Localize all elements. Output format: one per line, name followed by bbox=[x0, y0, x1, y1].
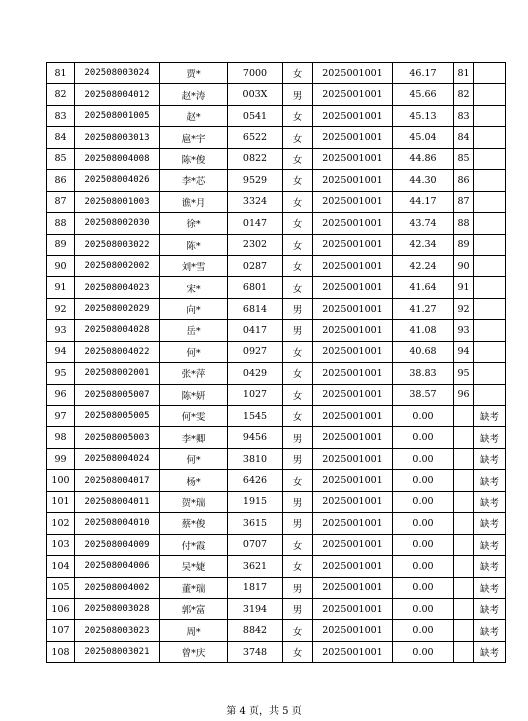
cell-post-code: 2025001001 bbox=[313, 513, 393, 534]
cell-gender: 女 bbox=[283, 363, 313, 384]
table-row bbox=[47, 556, 506, 577]
cell-score: 0.00 bbox=[393, 556, 454, 577]
cell-remark: 缺考 bbox=[474, 427, 506, 448]
cell-order: 92 bbox=[454, 298, 474, 319]
cell-order: 85 bbox=[454, 148, 474, 169]
cell-remark bbox=[474, 213, 506, 234]
table-row bbox=[47, 84, 506, 105]
cell-rank: 99 bbox=[47, 448, 75, 469]
cell-gender: 男 bbox=[283, 577, 313, 598]
cell-post-code: 2025001001 bbox=[313, 620, 393, 641]
cell-order: 82 bbox=[454, 84, 474, 105]
cell-gender: 男 bbox=[283, 448, 313, 469]
cell-post-code: 2025001001 bbox=[313, 556, 393, 577]
cell-gender: 男 bbox=[283, 84, 313, 105]
table-row bbox=[47, 298, 506, 319]
cell-post-code: 2025001001 bbox=[313, 577, 393, 598]
cell-score: 45.04 bbox=[393, 127, 454, 148]
cell-name: 董*瑞 bbox=[160, 577, 228, 598]
cell-rank: 84 bbox=[47, 127, 75, 148]
cell-remark bbox=[474, 63, 506, 84]
cell-order: 89 bbox=[454, 234, 474, 255]
cell-rank: 86 bbox=[47, 170, 75, 191]
cell-remark bbox=[474, 298, 506, 319]
cell-remark: 缺考 bbox=[474, 470, 506, 491]
cell-order bbox=[454, 491, 474, 512]
cell-remark bbox=[474, 255, 506, 276]
table-row bbox=[47, 363, 506, 384]
cell-rank: 108 bbox=[47, 641, 75, 662]
table-row bbox=[47, 448, 506, 469]
cell-score: 40.68 bbox=[393, 341, 454, 362]
cell-gender: 女 bbox=[283, 105, 313, 126]
cell-gender: 女 bbox=[283, 213, 313, 234]
cell-order: 84 bbox=[454, 127, 474, 148]
cell-exam-no: 202508004011 bbox=[75, 491, 160, 512]
cell-rank: 82 bbox=[47, 84, 75, 105]
cell-name: 谯*月 bbox=[160, 191, 228, 212]
cell-post-code: 2025001001 bbox=[313, 170, 393, 191]
cell-post-code: 2025001001 bbox=[313, 363, 393, 384]
cell-id-tail: 7000 bbox=[228, 63, 283, 84]
cell-id-tail: 1915 bbox=[228, 491, 283, 512]
cell-gender: 女 bbox=[283, 63, 313, 84]
cell-exam-no: 202508004002 bbox=[75, 577, 160, 598]
cell-exam-no: 202508003024 bbox=[75, 63, 160, 84]
table-row bbox=[47, 213, 506, 234]
table-row bbox=[47, 470, 506, 491]
table-row bbox=[47, 491, 506, 512]
cell-rank: 107 bbox=[47, 620, 75, 641]
cell-order bbox=[454, 470, 474, 491]
cell-remark bbox=[474, 127, 506, 148]
cell-name: 刘*雪 bbox=[160, 255, 228, 276]
cell-post-code: 2025001001 bbox=[313, 255, 393, 276]
cell-score: 0.00 bbox=[393, 470, 454, 491]
cell-id-tail: 0707 bbox=[228, 534, 283, 555]
cell-rank: 97 bbox=[47, 406, 75, 427]
cell-id-tail: 6801 bbox=[228, 277, 283, 298]
cell-remark bbox=[474, 234, 506, 255]
cell-remark: 缺考 bbox=[474, 406, 506, 427]
table-row bbox=[47, 341, 506, 362]
cell-rank: 98 bbox=[47, 427, 75, 448]
cell-order: 90 bbox=[454, 255, 474, 276]
cell-remark: 缺考 bbox=[474, 448, 506, 469]
cell-rank: 93 bbox=[47, 320, 75, 341]
cell-name: 李*卿 bbox=[160, 427, 228, 448]
cell-id-tail: 0147 bbox=[228, 213, 283, 234]
cell-post-code: 2025001001 bbox=[313, 470, 393, 491]
cell-name: 扈*宇 bbox=[160, 127, 228, 148]
cell-rank: 89 bbox=[47, 234, 75, 255]
cell-gender: 女 bbox=[283, 255, 313, 276]
table-row bbox=[47, 191, 506, 212]
cell-gender: 女 bbox=[283, 384, 313, 405]
table-row bbox=[47, 148, 506, 169]
cell-post-code: 2025001001 bbox=[313, 63, 393, 84]
cell-gender: 女 bbox=[283, 341, 313, 362]
cell-score: 42.34 bbox=[393, 234, 454, 255]
cell-order: 81 bbox=[454, 63, 474, 84]
table-row bbox=[47, 320, 506, 341]
table-row bbox=[47, 427, 506, 448]
cell-rank: 106 bbox=[47, 598, 75, 619]
cell-score: 45.66 bbox=[393, 84, 454, 105]
cell-rank: 81 bbox=[47, 63, 75, 84]
cell-order: 93 bbox=[454, 320, 474, 341]
cell-exam-no: 202508004028 bbox=[75, 320, 160, 341]
cell-gender: 女 bbox=[283, 170, 313, 191]
cell-gender: 女 bbox=[283, 148, 313, 169]
cell-score: 43.74 bbox=[393, 213, 454, 234]
cell-rank: 90 bbox=[47, 255, 75, 276]
cell-order: 86 bbox=[454, 170, 474, 191]
cell-name: 张*萍 bbox=[160, 363, 228, 384]
cell-remark: 缺考 bbox=[474, 534, 506, 555]
cell-post-code: 2025001001 bbox=[313, 234, 393, 255]
cell-remark bbox=[474, 148, 506, 169]
cell-name: 何* bbox=[160, 448, 228, 469]
cell-rank: 91 bbox=[47, 277, 75, 298]
cell-rank: 85 bbox=[47, 148, 75, 169]
table-row bbox=[47, 105, 506, 126]
cell-gender: 男 bbox=[283, 598, 313, 619]
cell-rank: 96 bbox=[47, 384, 75, 405]
table-row bbox=[47, 598, 506, 619]
cell-exam-no: 202508002001 bbox=[75, 363, 160, 384]
cell-gender: 女 bbox=[283, 620, 313, 641]
cell-rank: 105 bbox=[47, 577, 75, 598]
cell-name: 蔡*俊 bbox=[160, 513, 228, 534]
cell-order: 94 bbox=[454, 341, 474, 362]
cell-score: 0.00 bbox=[393, 448, 454, 469]
cell-id-tail: 6814 bbox=[228, 298, 283, 319]
cell-id-tail: 9456 bbox=[228, 427, 283, 448]
cell-gender: 女 bbox=[283, 534, 313, 555]
cell-score: 0.00 bbox=[393, 620, 454, 641]
cell-id-tail: 3621 bbox=[228, 556, 283, 577]
cell-exam-no: 202508002029 bbox=[75, 298, 160, 319]
cell-gender: 女 bbox=[283, 191, 313, 212]
cell-remark bbox=[474, 320, 506, 341]
cell-score: 46.17 bbox=[393, 63, 454, 84]
cell-exam-no: 202508004010 bbox=[75, 513, 160, 534]
cell-name: 周* bbox=[160, 620, 228, 641]
cell-remark bbox=[474, 84, 506, 105]
cell-rank: 104 bbox=[47, 556, 75, 577]
cell-score: 0.00 bbox=[393, 513, 454, 534]
cell-post-code: 2025001001 bbox=[313, 127, 393, 148]
cell-order bbox=[454, 556, 474, 577]
cell-name: 吴*婕 bbox=[160, 556, 228, 577]
cell-id-tail: 1817 bbox=[228, 577, 283, 598]
cell-id-tail: 0822 bbox=[228, 148, 283, 169]
cell-id-tail: 3748 bbox=[228, 641, 283, 662]
cell-post-code: 2025001001 bbox=[313, 213, 393, 234]
cell-exam-no: 202508001005 bbox=[75, 105, 160, 126]
cell-name: 陈*妍 bbox=[160, 384, 228, 405]
cell-exam-no: 202508003021 bbox=[75, 641, 160, 662]
cell-id-tail: 3324 bbox=[228, 191, 283, 212]
cell-name: 杨* bbox=[160, 470, 228, 491]
cell-rank: 103 bbox=[47, 534, 75, 555]
cell-remark bbox=[474, 363, 506, 384]
cell-order: 87 bbox=[454, 191, 474, 212]
cell-rank: 101 bbox=[47, 491, 75, 512]
cell-post-code: 2025001001 bbox=[313, 534, 393, 555]
cell-order: 91 bbox=[454, 277, 474, 298]
cell-exam-no: 202508004023 bbox=[75, 277, 160, 298]
cell-post-code: 2025001001 bbox=[313, 320, 393, 341]
table-row bbox=[47, 63, 506, 84]
table-row bbox=[47, 641, 506, 662]
cell-order bbox=[454, 513, 474, 534]
cell-score: 0.00 bbox=[393, 577, 454, 598]
cell-order: 83 bbox=[454, 105, 474, 126]
cell-score: 0.00 bbox=[393, 641, 454, 662]
cell-post-code: 2025001001 bbox=[313, 191, 393, 212]
cell-order bbox=[454, 641, 474, 662]
cell-post-code: 2025001001 bbox=[313, 427, 393, 448]
cell-exam-no: 202508001003 bbox=[75, 191, 160, 212]
cell-remark bbox=[474, 277, 506, 298]
table-body bbox=[47, 63, 506, 663]
cell-name: 李*芯 bbox=[160, 170, 228, 191]
cell-name: 曾*庆 bbox=[160, 641, 228, 662]
cell-score: 0.00 bbox=[393, 598, 454, 619]
cell-remark: 缺考 bbox=[474, 620, 506, 641]
cell-name: 贺*瑞 bbox=[160, 491, 228, 512]
cell-post-code: 2025001001 bbox=[313, 298, 393, 319]
cell-post-code: 2025001001 bbox=[313, 491, 393, 512]
table-row bbox=[47, 513, 506, 534]
cell-id-tail: 1545 bbox=[228, 406, 283, 427]
cell-post-code: 2025001001 bbox=[313, 148, 393, 169]
cell-score: 45.13 bbox=[393, 105, 454, 126]
cell-id-tail: 0417 bbox=[228, 320, 283, 341]
cell-name: 何*雯 bbox=[160, 406, 228, 427]
cell-gender: 男 bbox=[283, 320, 313, 341]
cell-post-code: 2025001001 bbox=[313, 84, 393, 105]
table-row bbox=[47, 277, 506, 298]
cell-name: 赵* bbox=[160, 105, 228, 126]
cell-gender: 女 bbox=[283, 470, 313, 491]
cell-exam-no: 202508005005 bbox=[75, 406, 160, 427]
cell-gender: 男 bbox=[283, 513, 313, 534]
cell-remark bbox=[474, 341, 506, 362]
cell-post-code: 2025001001 bbox=[313, 641, 393, 662]
cell-gender: 女 bbox=[283, 556, 313, 577]
cell-name: 陈*俊 bbox=[160, 148, 228, 169]
cell-score: 44.17 bbox=[393, 191, 454, 212]
table-row bbox=[47, 384, 506, 405]
cell-exam-no: 202508002030 bbox=[75, 213, 160, 234]
cell-exam-no: 202508004008 bbox=[75, 148, 160, 169]
table-row bbox=[47, 170, 506, 191]
cell-score: 44.30 bbox=[393, 170, 454, 191]
cell-post-code: 2025001001 bbox=[313, 277, 393, 298]
cell-score: 0.00 bbox=[393, 406, 454, 427]
cell-order bbox=[454, 598, 474, 619]
cell-remark bbox=[474, 170, 506, 191]
cell-name: 向* bbox=[160, 298, 228, 319]
cell-name: 陈* bbox=[160, 234, 228, 255]
cell-gender: 女 bbox=[283, 406, 313, 427]
cell-exam-no: 202508003013 bbox=[75, 127, 160, 148]
cell-id-tail: 0927 bbox=[228, 341, 283, 362]
cell-post-code: 2025001001 bbox=[313, 384, 393, 405]
cell-exam-no: 202508005007 bbox=[75, 384, 160, 405]
cell-exam-no: 202508005003 bbox=[75, 427, 160, 448]
cell-exam-no: 202508004024 bbox=[75, 448, 160, 469]
cell-remark: 缺考 bbox=[474, 556, 506, 577]
cell-order: 96 bbox=[454, 384, 474, 405]
cell-score: 42.24 bbox=[393, 255, 454, 276]
cell-score: 38.57 bbox=[393, 384, 454, 405]
cell-gender: 女 bbox=[283, 277, 313, 298]
cell-exam-no: 202508003028 bbox=[75, 598, 160, 619]
cell-order bbox=[454, 448, 474, 469]
table-row bbox=[47, 255, 506, 276]
cell-remark: 缺考 bbox=[474, 641, 506, 662]
cell-remark: 缺考 bbox=[474, 491, 506, 512]
cell-post-code: 2025001001 bbox=[313, 341, 393, 362]
cell-rank: 102 bbox=[47, 513, 75, 534]
table-row bbox=[47, 620, 506, 641]
cell-name: 宋* bbox=[160, 277, 228, 298]
cell-id-tail: 0429 bbox=[228, 363, 283, 384]
cell-id-tail: 8842 bbox=[228, 620, 283, 641]
cell-exam-no: 202508003023 bbox=[75, 620, 160, 641]
cell-post-code: 2025001001 bbox=[313, 598, 393, 619]
cell-exam-no: 202508004012 bbox=[75, 84, 160, 105]
cell-remark bbox=[474, 191, 506, 212]
cell-order bbox=[454, 427, 474, 448]
cell-gender: 男 bbox=[283, 427, 313, 448]
cell-rank: 95 bbox=[47, 363, 75, 384]
cell-id-tail: 3194 bbox=[228, 598, 283, 619]
cell-score: 38.83 bbox=[393, 363, 454, 384]
score-table bbox=[46, 62, 506, 663]
cell-order bbox=[454, 406, 474, 427]
cell-name: 赵*涛 bbox=[160, 84, 228, 105]
cell-id-tail: 2302 bbox=[228, 234, 283, 255]
cell-exam-no: 202508004026 bbox=[75, 170, 160, 191]
cell-exam-no: 202508004009 bbox=[75, 534, 160, 555]
cell-gender: 男 bbox=[283, 298, 313, 319]
cell-exam-no: 202508004022 bbox=[75, 341, 160, 362]
cell-post-code: 2025001001 bbox=[313, 105, 393, 126]
cell-score: 0.00 bbox=[393, 427, 454, 448]
cell-id-tail: 3810 bbox=[228, 448, 283, 469]
cell-name: 何* bbox=[160, 341, 228, 362]
cell-rank: 92 bbox=[47, 298, 75, 319]
cell-exam-no: 202508004006 bbox=[75, 556, 160, 577]
cell-id-tail: 0541 bbox=[228, 105, 283, 126]
cell-order bbox=[454, 620, 474, 641]
cell-score: 44.86 bbox=[393, 148, 454, 169]
table-row bbox=[47, 406, 506, 427]
cell-name: 岳* bbox=[160, 320, 228, 341]
cell-remark bbox=[474, 105, 506, 126]
cell-id-tail: 3615 bbox=[228, 513, 283, 534]
cell-score: 41.27 bbox=[393, 298, 454, 319]
cell-order: 95 bbox=[454, 363, 474, 384]
cell-name: 付*霞 bbox=[160, 534, 228, 555]
cell-order: 88 bbox=[454, 213, 474, 234]
cell-rank: 94 bbox=[47, 341, 75, 362]
cell-name: 徐* bbox=[160, 213, 228, 234]
cell-id-tail: 0287 bbox=[228, 255, 283, 276]
cell-gender: 女 bbox=[283, 127, 313, 148]
cell-gender: 女 bbox=[283, 234, 313, 255]
cell-id-tail: 1027 bbox=[228, 384, 283, 405]
cell-post-code: 2025001001 bbox=[313, 406, 393, 427]
cell-remark: 缺考 bbox=[474, 513, 506, 534]
cell-score: 0.00 bbox=[393, 491, 454, 512]
cell-rank: 88 bbox=[47, 213, 75, 234]
cell-post-code: 2025001001 bbox=[313, 448, 393, 469]
cell-score: 0.00 bbox=[393, 534, 454, 555]
cell-id-tail: 6522 bbox=[228, 127, 283, 148]
cell-remark: 缺考 bbox=[474, 577, 506, 598]
table-row bbox=[47, 577, 506, 598]
cell-gender: 男 bbox=[283, 491, 313, 512]
cell-score: 41.08 bbox=[393, 320, 454, 341]
cell-remark: 缺考 bbox=[474, 598, 506, 619]
cell-id-tail: 9529 bbox=[228, 170, 283, 191]
page-footer: 第 4 页，共 5 页 bbox=[226, 706, 302, 717]
cell-id-tail: 6426 bbox=[228, 470, 283, 491]
cell-rank: 87 bbox=[47, 191, 75, 212]
cell-exam-no: 202508004017 bbox=[75, 470, 160, 491]
cell-name: 贾* bbox=[160, 63, 228, 84]
table-row bbox=[47, 234, 506, 255]
cell-rank: 100 bbox=[47, 470, 75, 491]
cell-name: 郭*富 bbox=[160, 598, 228, 619]
cell-score: 41.64 bbox=[393, 277, 454, 298]
table-row bbox=[47, 534, 506, 555]
cell-rank: 83 bbox=[47, 105, 75, 126]
table-row bbox=[47, 127, 506, 148]
cell-order bbox=[454, 577, 474, 598]
cell-exam-no: 202508003022 bbox=[75, 234, 160, 255]
cell-remark bbox=[474, 384, 506, 405]
cell-gender: 女 bbox=[283, 641, 313, 662]
cell-exam-no: 202508002002 bbox=[75, 255, 160, 276]
cell-id-tail: 003X bbox=[228, 84, 283, 105]
cell-order bbox=[454, 534, 474, 555]
